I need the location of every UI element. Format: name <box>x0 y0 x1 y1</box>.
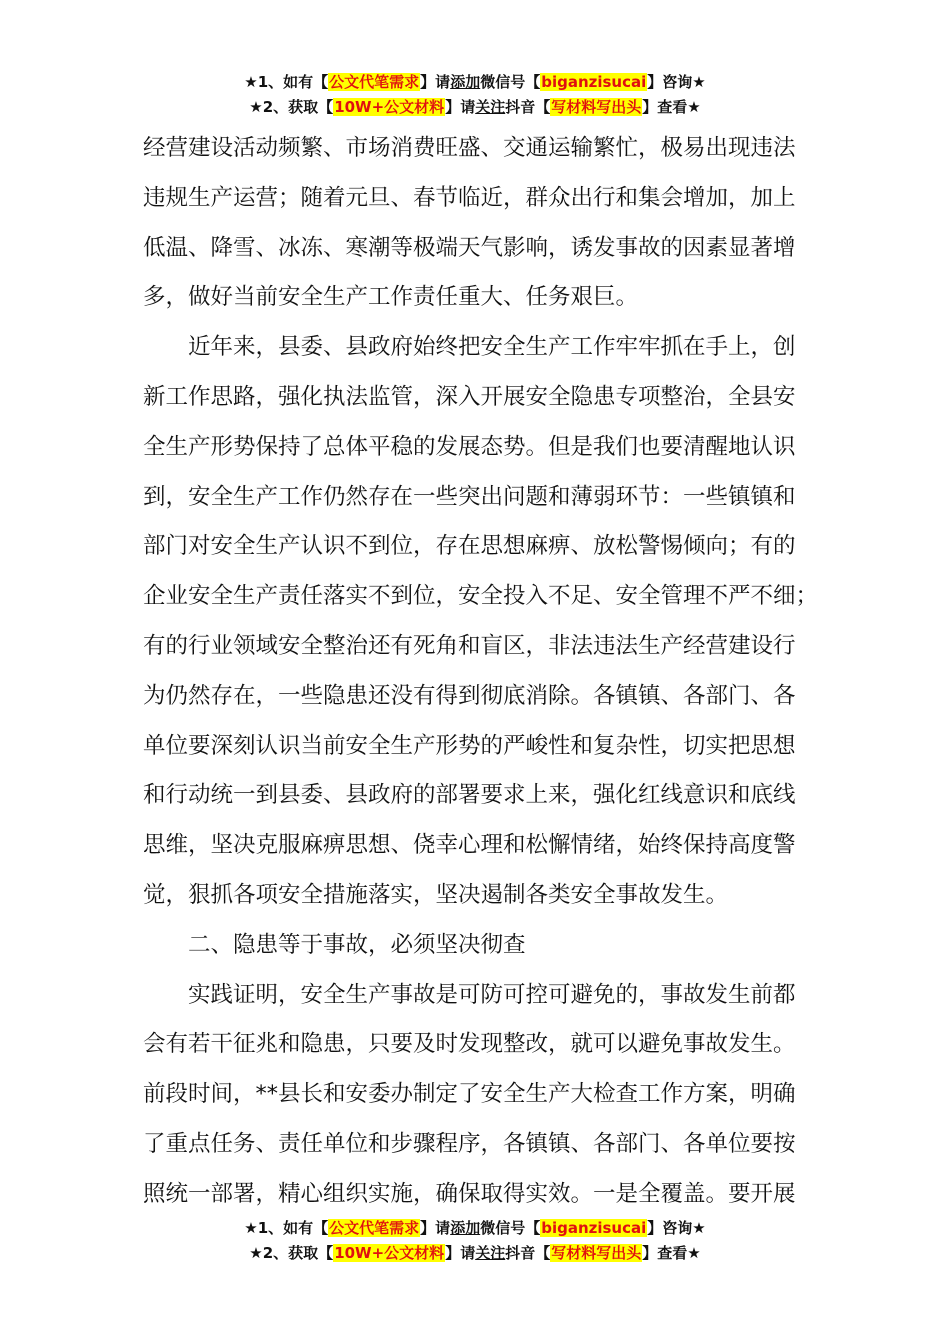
banner-text: 】查看★ <box>642 98 701 116</box>
banner-line-1 <box>0 70 950 95</box>
banner-underlined: 关注 <box>475 1244 506 1262</box>
banner-highlight: biganzisucai <box>541 1219 647 1237</box>
banner-highlight: 10W+公文材料 <box>334 98 445 116</box>
section-heading: 二、隐患等于事故，必须坚决彻查 <box>143 931 526 958</box>
banner-text: 微信号【 <box>480 73 541 91</box>
text-line: 企业安全生产责任落实不到位，安全投入不足、安全管理不严不细； <box>143 583 819 610</box>
banner-line-2 <box>0 1241 950 1266</box>
footer-banner <box>0 1216 950 1266</box>
text-line: 照统一部署，精心组织实施，确保取得实效。一是全覆盖。要开展 <box>143 1180 796 1207</box>
text-line: 经营建设活动频繁、市场消费旺盛、交通运输繁忙，极易出现违法 <box>143 135 796 161</box>
banner-text: 】咨询★ <box>647 1219 706 1237</box>
text-line: 全生产形势保持了总体平稳的发展态势。但是我们也要清醒地认识 <box>143 433 796 460</box>
banner-text: ★2、获取【 <box>249 98 334 116</box>
banner-text: ★2、获取【 <box>249 1244 334 1262</box>
text-line: 有的行业领域安全整治还有死角和盲区，非法违法生产经营建设行 <box>143 632 796 659</box>
banner-text: 抖音【 <box>505 98 551 116</box>
banner-highlight: 10W+公文材料 <box>334 1244 445 1262</box>
document-body <box>143 124 833 1220</box>
banner-text: 】查看★ <box>642 1244 701 1262</box>
banner-text: ★1、如有【 <box>244 1219 329 1237</box>
text-line: 新工作思路，强化执法监管，深入开展安全隐患专项整治，全县安 <box>143 383 796 410</box>
text-line: 为仍然存在，一些隐患还没有得到彻底消除。各镇镇、各部门、各 <box>143 682 796 709</box>
banner-line-1 <box>0 1216 950 1241</box>
banner-text: 抖音【 <box>505 1244 551 1262</box>
text-line: 违规生产运营；随着元旦、春节临近，群众出行和集会增加，加上 <box>143 184 796 211</box>
banner-text: 】请 <box>445 1244 476 1262</box>
banner-text: ★1、如有【 <box>244 73 329 91</box>
text-line: 了重点任务、责任单位和步骤程序，各镇镇、各部门、各单位要按 <box>143 1130 796 1157</box>
text-line: 近年来，县委、县政府始终把安全生产工作牢牢抓在手上，创 <box>143 334 796 361</box>
banner-underlined: 添加 <box>450 73 481 91</box>
banner-text: 】请 <box>420 73 451 91</box>
text-line: 实践证明，安全生产事故是可防可控可避免的，事故发生前都 <box>143 981 796 1008</box>
text-line: 思维，坚决克服麻痹思想、侥幸心理和松懈情绪，始终保持高度警 <box>143 832 796 859</box>
banner-underlined: 关注 <box>475 98 506 116</box>
text-line: 单位要深刻认识当前安全生产形势的严峻性和复杂性，切实把思想 <box>143 732 796 759</box>
banner-underlined: 添加 <box>450 1219 481 1237</box>
banner-text: 】请 <box>445 98 476 116</box>
banner-highlight: biganzisucai <box>541 73 647 91</box>
banner-text: 微信号【 <box>480 1219 541 1237</box>
banner-highlight: 公文代笔需求 <box>329 1219 420 1237</box>
text-line: 觉，狠抓各项安全措施落实，坚决遏制各类安全事故发生。 <box>143 881 729 908</box>
text-line: 低温、降雪、冰冻、寒潮等极端天气影响，诱发事故的因素显著增 <box>143 234 796 261</box>
text-line: 到，安全生产工作仍然存在一些突出问题和薄弱环节：一些镇镇和 <box>143 483 796 510</box>
text-line: 和行动统一到县委、县政府的部署要求上来，强化红线意识和底线 <box>143 782 796 809</box>
text-line: 部门对安全生产认识不到位，存在思想麻痹、放松警惕倾向；有的 <box>143 533 796 560</box>
banner-highlight: 写材料写出头 <box>551 1244 642 1262</box>
banner-text: 】请 <box>420 1219 451 1237</box>
text-line: 前段时间，**县长和安委办制定了安全生产大检查工作方案，明确 <box>143 1081 796 1108</box>
banner-highlight: 公文代笔需求 <box>329 73 420 91</box>
banner-highlight: 写材料写出头 <box>551 98 642 116</box>
text-line: 会有若干征兆和隐患，只要及时发现整改，就可以避免事故发生。 <box>143 1031 796 1058</box>
banner-text: 】咨询★ <box>647 73 706 91</box>
header-banner <box>0 70 950 120</box>
text-line: 多，做好当前安全生产工作责任重大、任务艰巨。 <box>143 284 639 311</box>
banner-line-2 <box>0 95 950 120</box>
